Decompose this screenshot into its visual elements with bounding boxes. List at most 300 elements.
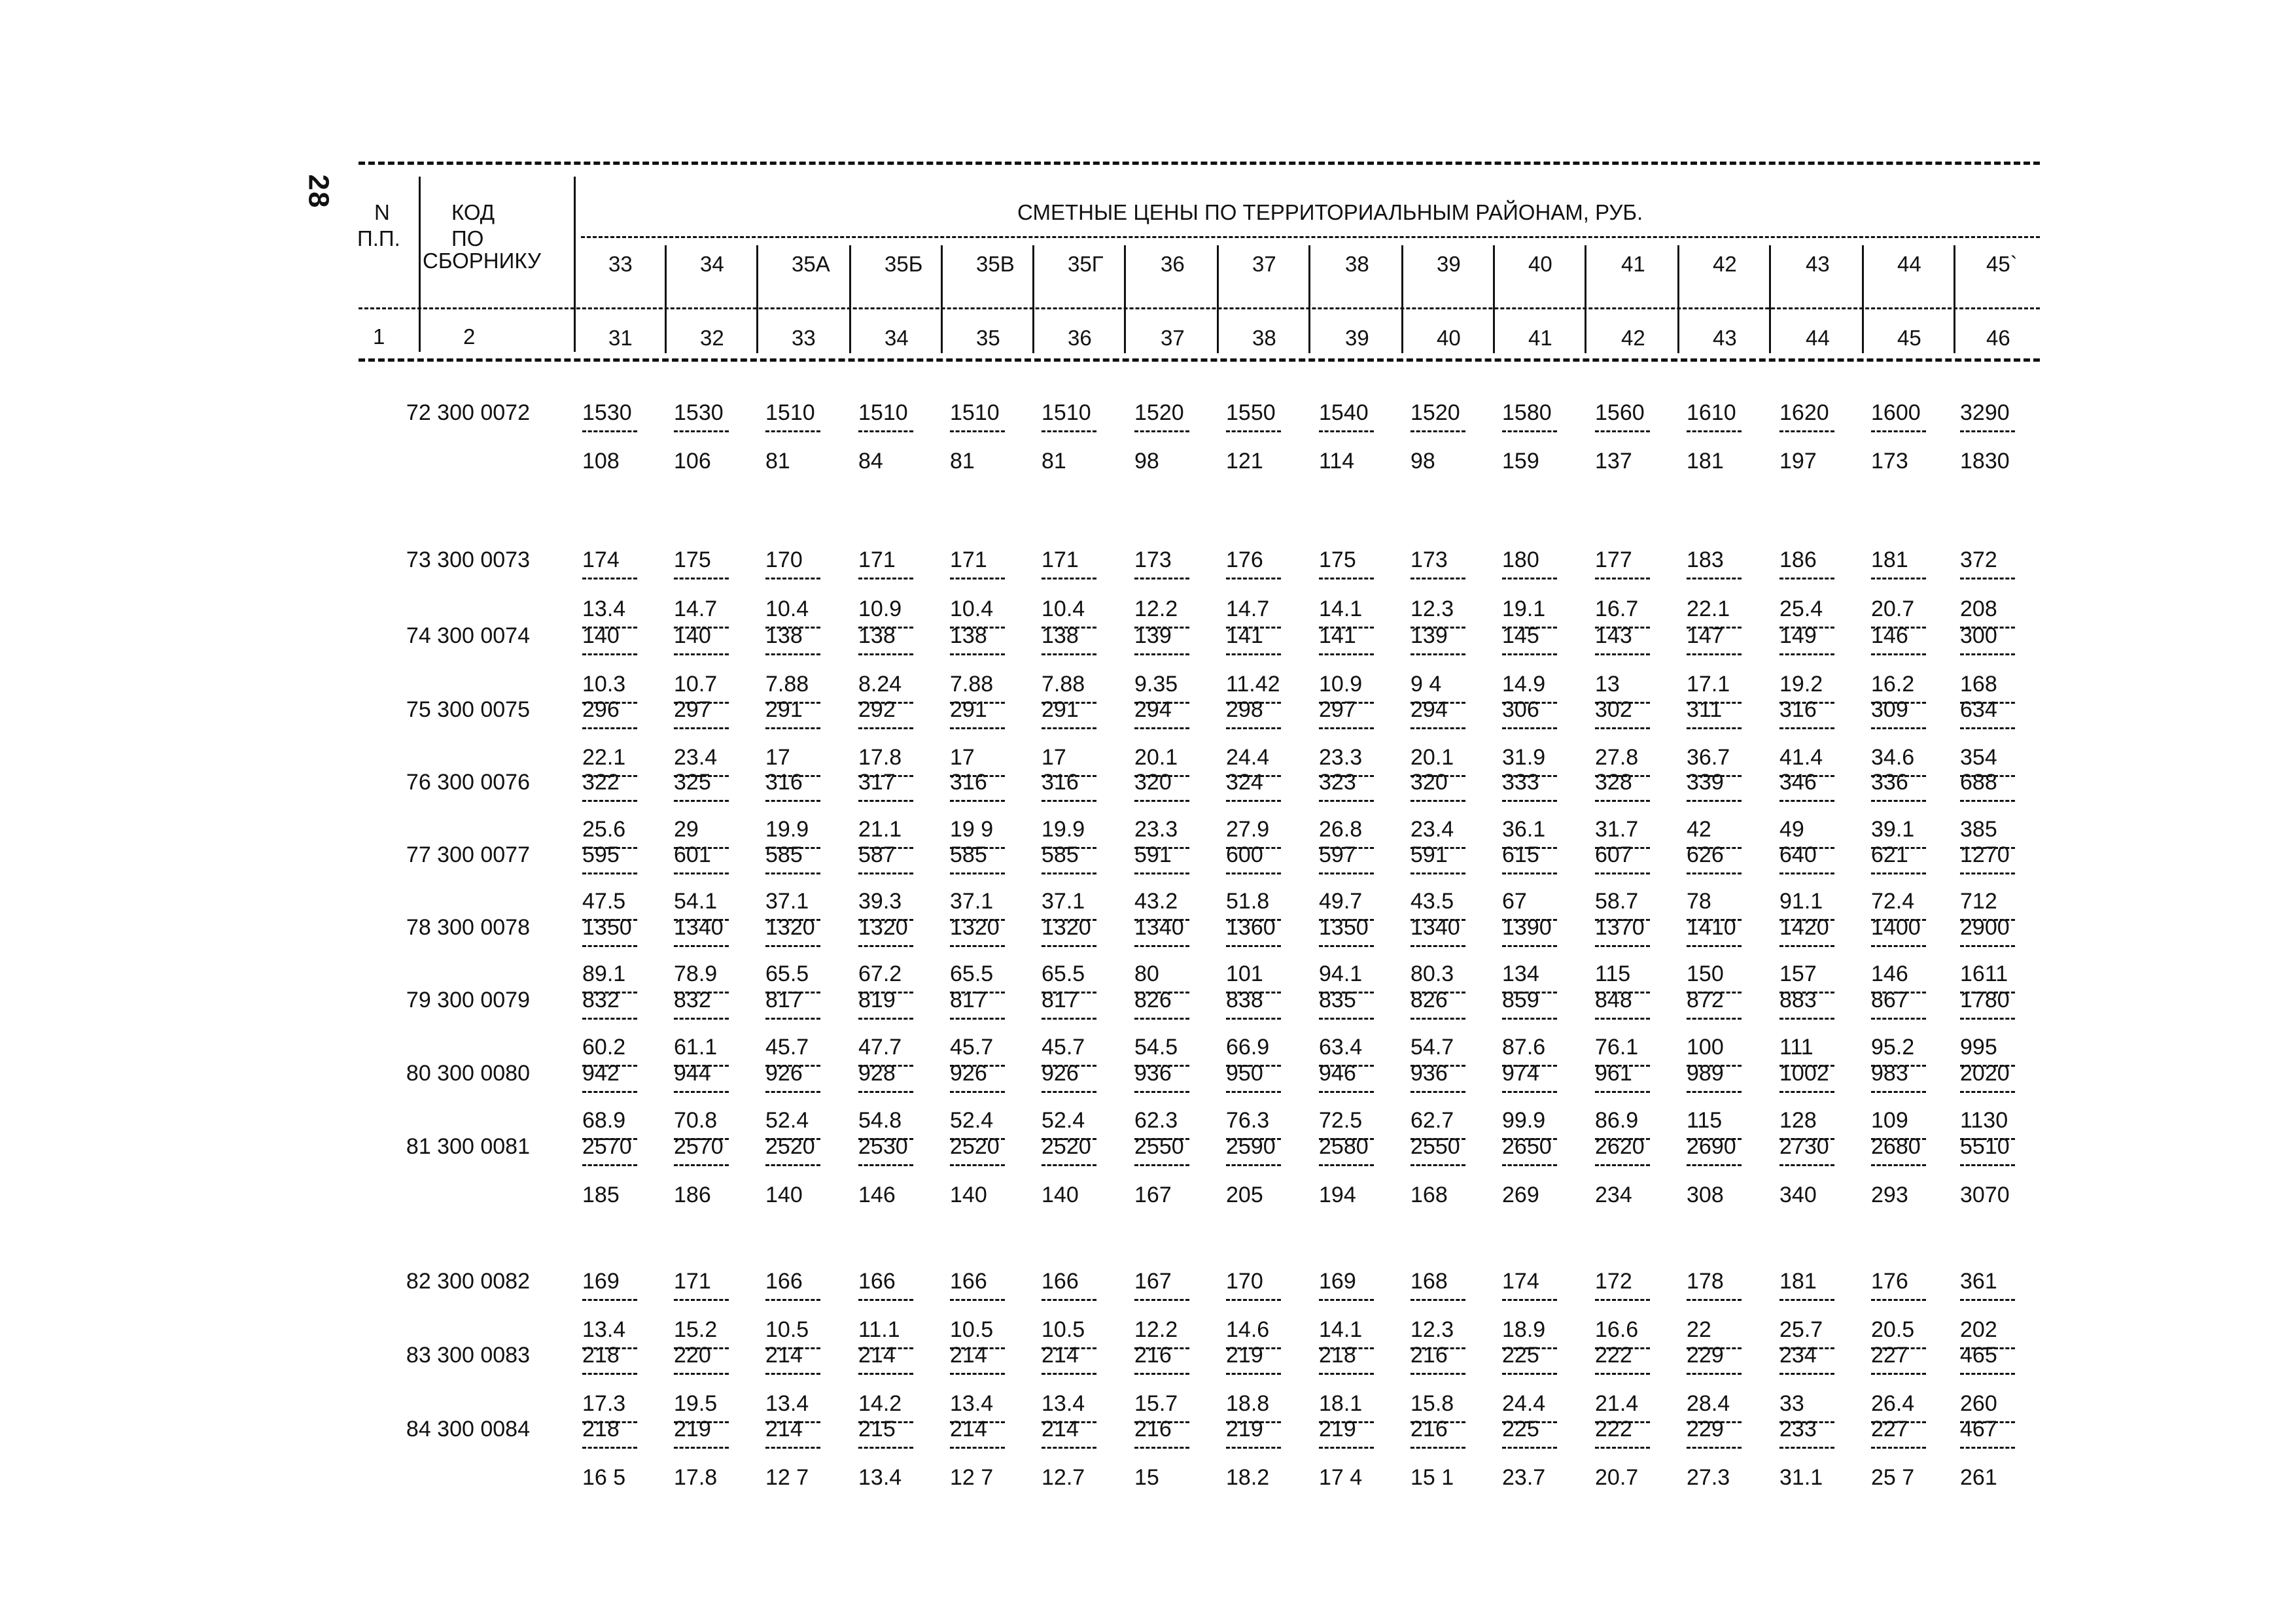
price-cell: 1370 xyxy=(1595,915,1645,940)
fraction-line xyxy=(1687,919,1742,921)
price-cell: 626 xyxy=(1687,842,1724,867)
fraction-line xyxy=(1226,727,1281,729)
region-divider xyxy=(1493,245,1495,353)
price-cell: 13 xyxy=(1595,672,1620,697)
fraction-line xyxy=(1134,727,1189,729)
price-cell: 13.4 xyxy=(950,1391,994,1416)
price-cell: 173 xyxy=(1410,547,1448,572)
price-cell: 12.2 xyxy=(1134,596,1178,621)
fraction-line xyxy=(858,1091,913,1093)
price-cell: 328 xyxy=(1595,770,1632,795)
row-code: 78 300 0078 xyxy=(406,915,530,940)
region-divider xyxy=(849,245,851,353)
fraction-line xyxy=(1960,872,2015,874)
row-code: 80 300 0080 xyxy=(406,1061,530,1086)
price-cell: 65.5 xyxy=(950,961,994,986)
fraction-line xyxy=(950,653,1005,655)
index-header: 44 xyxy=(1806,326,1830,350)
price-cell: 205 xyxy=(1226,1183,1263,1207)
price-cell: 13.4 xyxy=(858,1465,902,1490)
price-cell: 222 xyxy=(1595,1417,1632,1442)
price-cell: 36.7 xyxy=(1687,745,1730,770)
fraction-line xyxy=(1134,702,1189,704)
price-cell: 146 xyxy=(1871,623,1908,648)
price-cell: 89.1 xyxy=(582,961,626,986)
price-cell: 872 xyxy=(1687,988,1724,1012)
fraction-line xyxy=(1042,1138,1096,1140)
index-header: 36 xyxy=(1068,326,1092,350)
fraction-line xyxy=(1871,1447,1926,1449)
fraction-line xyxy=(1502,1164,1557,1166)
fraction-line xyxy=(1779,1421,1834,1423)
fraction-line xyxy=(1502,1138,1557,1140)
fraction-line xyxy=(1319,653,1374,655)
header-title-rule xyxy=(581,236,2040,238)
price-cell: 14.7 xyxy=(1226,596,1270,621)
fraction-line xyxy=(950,1091,1005,1093)
price-cell: 817 xyxy=(950,988,987,1012)
price-cell: 16.6 xyxy=(1595,1317,1639,1342)
row-code: 79 300 0079 xyxy=(406,988,530,1012)
fraction-line xyxy=(765,1347,820,1349)
price-cell: 58.7 xyxy=(1595,889,1639,914)
price-cell: 134 xyxy=(1502,961,1539,986)
price-cell: 220 xyxy=(674,1343,711,1368)
price-cell: 1270 xyxy=(1960,842,2010,867)
region-header: 37 xyxy=(1252,252,1276,276)
fraction-line xyxy=(1687,945,1742,947)
price-cell: 227 xyxy=(1871,1417,1908,1442)
price-cell: 140 xyxy=(1042,1183,1079,1207)
price-cell: 20.5 xyxy=(1871,1317,1915,1342)
price-cell: 848 xyxy=(1595,988,1632,1012)
price-cell: 76.1 xyxy=(1595,1035,1639,1060)
fraction-line xyxy=(1319,919,1374,921)
price-cell: 51.8 xyxy=(1226,889,1270,914)
price-cell: 1320 xyxy=(950,915,1000,940)
price-cell: 309 xyxy=(1871,697,1908,722)
price-cell: 18.2 xyxy=(1226,1465,1270,1490)
price-cell: 214 xyxy=(950,1417,987,1442)
price-cell: 298 xyxy=(1226,697,1263,722)
fraction-line xyxy=(765,992,820,993)
fraction-line xyxy=(950,945,1005,947)
price-cell: 18.9 xyxy=(1502,1317,1546,1342)
price-cell: 171 xyxy=(674,1269,711,1294)
price-cell: 233 xyxy=(1779,1417,1817,1442)
region-header: 36 xyxy=(1161,252,1185,276)
fraction-line xyxy=(1595,1421,1650,1423)
price-cell: 867 xyxy=(1871,988,1908,1012)
price-cell: 942 xyxy=(582,1061,620,1086)
fraction-line xyxy=(1687,1347,1742,1349)
price-cell: 52.4 xyxy=(765,1108,809,1133)
fraction-line xyxy=(1410,1373,1465,1375)
price-cell: 2580 xyxy=(1319,1134,1369,1159)
price-cell: 181 xyxy=(1871,547,1908,572)
price-cell: 316 xyxy=(1042,770,1079,795)
price-cell: 297 xyxy=(674,697,711,722)
price-cell: 607 xyxy=(1595,842,1632,867)
header-divider xyxy=(419,177,421,352)
price-cell: 22.1 xyxy=(582,745,626,770)
fraction-line xyxy=(1410,1347,1465,1349)
price-cell: 10.4 xyxy=(765,596,809,621)
fraction-line xyxy=(1871,627,1926,629)
fraction-line xyxy=(765,1091,820,1093)
fraction-line xyxy=(1687,775,1742,777)
price-cell: 23.3 xyxy=(1134,817,1178,842)
fraction-line xyxy=(1687,800,1742,802)
fraction-line xyxy=(1042,872,1096,874)
fraction-line xyxy=(858,847,913,849)
fraction-line xyxy=(1042,992,1096,993)
fraction-line xyxy=(858,1373,913,1375)
fraction-line xyxy=(582,1447,637,1449)
price-cell: 1410 xyxy=(1687,915,1736,940)
fraction-line xyxy=(674,1447,729,1449)
fraction-line xyxy=(858,1164,913,1166)
price-cell: 1320 xyxy=(858,915,908,940)
fraction-line xyxy=(1779,775,1834,777)
price-cell: 14.9 xyxy=(1502,672,1546,697)
region-header: 43 xyxy=(1806,252,1830,276)
price-cell: 16.2 xyxy=(1871,672,1915,697)
region-divider xyxy=(1308,245,1310,353)
price-cell: 13.4 xyxy=(1042,1391,1085,1416)
price-cell: 595 xyxy=(582,842,620,867)
price-cell: 157 xyxy=(1779,961,1817,986)
fraction-line xyxy=(1960,1018,2015,1020)
price-cell: 168 xyxy=(1410,1183,1448,1207)
price-cell: 216 xyxy=(1134,1417,1172,1442)
price-cell: 989 xyxy=(1687,1061,1724,1086)
fraction-line xyxy=(1779,847,1834,849)
price-cell: 14.6 xyxy=(1226,1317,1270,1342)
price-cell: 76.3 xyxy=(1226,1108,1270,1133)
price-cell: 926 xyxy=(950,1061,987,1086)
price-cell: 216 xyxy=(1410,1417,1448,1442)
price-cell: 150 xyxy=(1687,961,1724,986)
price-cell: 181 xyxy=(1779,1269,1817,1294)
price-cell: 385 xyxy=(1960,817,1997,842)
price-cell: 832 xyxy=(582,988,620,1012)
price-cell: 317 xyxy=(858,770,896,795)
fraction-line xyxy=(1410,727,1465,729)
fraction-line xyxy=(1687,1447,1742,1449)
price-cell: 1780 xyxy=(1960,988,2010,1012)
fraction-line xyxy=(1502,1347,1557,1349)
header-code-2: ПО xyxy=(451,226,484,251)
fraction-line xyxy=(1134,430,1189,432)
price-cell: 14.1 xyxy=(1319,596,1363,621)
fraction-line xyxy=(1779,430,1834,432)
fraction-line xyxy=(1595,653,1650,655)
fraction-line xyxy=(1502,702,1557,704)
fraction-line xyxy=(1319,800,1374,802)
price-cell: 72.5 xyxy=(1319,1108,1363,1133)
fraction-line xyxy=(1687,653,1742,655)
price-cell: 170 xyxy=(1226,1269,1263,1294)
price-cell: 216 xyxy=(1134,1343,1172,1368)
fraction-line xyxy=(1502,847,1557,849)
fraction-line xyxy=(1410,430,1465,432)
price-cell: 1360 xyxy=(1226,915,1276,940)
fraction-line xyxy=(950,992,1005,993)
price-cell: 926 xyxy=(765,1061,803,1086)
fraction-line xyxy=(1779,1164,1834,1166)
price-cell: 372 xyxy=(1960,547,1997,572)
fraction-line xyxy=(950,1347,1005,1349)
fraction-line xyxy=(1134,1299,1189,1301)
price-cell: 54.5 xyxy=(1134,1035,1178,1060)
price-cell: 1830 xyxy=(1960,449,2010,474)
fraction-line xyxy=(1595,992,1650,993)
fraction-line xyxy=(582,800,637,802)
price-cell: 983 xyxy=(1871,1061,1908,1086)
fraction-line xyxy=(1410,992,1465,993)
fraction-line xyxy=(1042,1373,1096,1375)
fraction-line xyxy=(1779,1018,1834,1020)
fraction-line xyxy=(582,775,637,777)
fraction-line xyxy=(1871,1018,1926,1020)
fraction-line xyxy=(1595,847,1650,849)
fraction-line xyxy=(1410,1299,1465,1301)
price-cell: 174 xyxy=(582,547,620,572)
price-cell: 1340 xyxy=(1410,915,1460,940)
fraction-line xyxy=(674,627,729,629)
region-divider xyxy=(941,245,943,353)
fraction-line xyxy=(1687,702,1742,704)
fraction-line xyxy=(1226,945,1281,947)
fraction-line xyxy=(950,1421,1005,1423)
fraction-line xyxy=(765,872,820,874)
price-cell: 294 xyxy=(1410,697,1448,722)
fraction-line xyxy=(674,1138,729,1140)
fraction-line xyxy=(858,775,913,777)
fraction-line xyxy=(1595,702,1650,704)
price-cell: 2900 xyxy=(1960,915,2010,940)
fraction-line xyxy=(582,992,637,993)
price-cell: 1390 xyxy=(1502,915,1552,940)
fraction-line xyxy=(1871,1065,1926,1067)
fraction-line xyxy=(1687,1091,1742,1093)
fraction-line xyxy=(1502,800,1557,802)
fraction-line xyxy=(1502,1018,1557,1020)
price-cell: 826 xyxy=(1134,988,1172,1012)
price-cell: 819 xyxy=(858,988,896,1012)
fraction-line xyxy=(1410,847,1465,849)
price-cell: 169 xyxy=(1319,1269,1356,1294)
price-cell: 308 xyxy=(1687,1183,1724,1207)
region-divider xyxy=(1124,245,1126,353)
fraction-line xyxy=(1779,1138,1834,1140)
price-cell: 214 xyxy=(765,1417,803,1442)
fraction-line xyxy=(1134,1018,1189,1020)
region-divider xyxy=(1401,245,1403,353)
price-cell: 45.7 xyxy=(950,1035,994,1060)
price-cell: 26.8 xyxy=(1319,817,1363,842)
price-cell: 115 xyxy=(1687,1108,1723,1133)
price-cell: 19.5 xyxy=(674,1391,718,1416)
price-cell: 86.9 xyxy=(1595,1108,1639,1133)
region-header: 40 xyxy=(1528,252,1552,276)
fraction-line xyxy=(1595,800,1650,802)
fraction-line xyxy=(1042,578,1096,579)
price-cell: 293 xyxy=(1871,1183,1908,1207)
price-cell: 1002 xyxy=(1779,1061,1829,1086)
row-code: 81 300 0081 xyxy=(406,1134,530,1159)
fraction-line xyxy=(765,1018,820,1020)
fraction-line xyxy=(1687,578,1742,579)
price-cell: 80.3 xyxy=(1410,961,1454,986)
fraction-line xyxy=(1319,430,1374,432)
price-cell: 36.1 xyxy=(1502,817,1546,842)
price-cell: 19.9 xyxy=(1042,817,1085,842)
fraction-line xyxy=(950,1065,1005,1067)
fraction-line xyxy=(858,727,913,729)
fraction-line xyxy=(1226,1065,1281,1067)
price-cell: 80 xyxy=(1134,961,1159,986)
price-cell: 10.7 xyxy=(674,672,718,697)
price-cell: 115 xyxy=(1595,961,1631,986)
fraction-line xyxy=(765,1138,820,1140)
price-cell: 12.3 xyxy=(1410,596,1454,621)
price-cell: 194 xyxy=(1319,1183,1356,1207)
fraction-line xyxy=(674,775,729,777)
price-cell: 218 xyxy=(1319,1343,1356,1368)
fraction-line xyxy=(858,1347,913,1349)
price-cell: 928 xyxy=(858,1061,896,1086)
header-pp: П.П. xyxy=(357,226,400,251)
price-cell: 100 xyxy=(1687,1035,1724,1060)
region-header: 35А xyxy=(792,252,830,276)
price-cell: 173 xyxy=(1134,547,1172,572)
price-cell: 597 xyxy=(1319,842,1356,867)
price-cell: 140 xyxy=(674,623,711,648)
price-cell: 1350 xyxy=(1319,915,1369,940)
fraction-line xyxy=(674,1421,729,1423)
region-header: 39 xyxy=(1437,252,1461,276)
fraction-line xyxy=(582,872,637,874)
price-cell: 1510 xyxy=(950,400,1000,425)
price-cell: 43.2 xyxy=(1134,889,1178,914)
price-cell: 10.5 xyxy=(1042,1317,1085,1342)
price-cell: 2590 xyxy=(1226,1134,1276,1159)
price-cell: 139 xyxy=(1134,623,1172,648)
fraction-line xyxy=(582,702,637,704)
header-mid-rule xyxy=(359,307,2040,309)
fraction-line xyxy=(1595,430,1650,432)
price-cell: 171 xyxy=(950,547,987,572)
fraction-line xyxy=(1042,430,1096,432)
fraction-line xyxy=(1226,627,1281,629)
price-cell: 108 xyxy=(582,449,620,474)
fraction-line xyxy=(1960,702,2015,704)
price-cell: 10.4 xyxy=(1042,596,1085,621)
fraction-line xyxy=(1134,919,1189,921)
fraction-line xyxy=(1226,1373,1281,1375)
price-cell: 18.1 xyxy=(1319,1391,1363,1416)
price-cell: 2690 xyxy=(1687,1134,1736,1159)
fraction-line xyxy=(674,702,729,704)
fraction-line xyxy=(1226,1091,1281,1093)
region-header: 35Б xyxy=(885,252,923,276)
fraction-line xyxy=(1871,1421,1926,1423)
index-header: 31 xyxy=(608,326,633,350)
price-cell: 361 xyxy=(1960,1269,1997,1294)
price-cell: 202 xyxy=(1960,1317,1997,1342)
region-header: 34 xyxy=(700,252,724,276)
fraction-line xyxy=(1042,847,1096,849)
fraction-line xyxy=(1687,992,1742,993)
fraction-line xyxy=(950,872,1005,874)
price-cell: 149 xyxy=(1779,623,1817,648)
price-cell: 826 xyxy=(1410,988,1448,1012)
price-cell: 17 xyxy=(950,745,975,770)
fraction-line xyxy=(1042,1447,1096,1449)
price-cell: 15.8 xyxy=(1410,1391,1454,1416)
price-cell: 1420 xyxy=(1779,915,1829,940)
fraction-line xyxy=(858,919,913,921)
fraction-line xyxy=(674,578,729,579)
header-n: N xyxy=(374,200,390,224)
fraction-line xyxy=(1410,1018,1465,1020)
fraction-line xyxy=(1226,430,1281,432)
region-header: 35В xyxy=(976,252,1015,276)
price-cell: 222 xyxy=(1595,1343,1632,1368)
price-cell: 234 xyxy=(1779,1343,1817,1368)
index-header: 40 xyxy=(1437,326,1461,350)
region-divider xyxy=(1769,245,1771,353)
price-cell: 181 xyxy=(1687,449,1724,474)
index-header: 34 xyxy=(885,326,909,350)
price-cell: 17.1 xyxy=(1687,672,1730,697)
price-cell: 21.1 xyxy=(858,817,902,842)
fraction-line xyxy=(1319,1164,1374,1166)
fraction-line xyxy=(1134,945,1189,947)
fraction-line xyxy=(674,945,729,947)
price-cell: 5510 xyxy=(1960,1134,2010,1159)
fraction-line xyxy=(1960,1447,2015,1449)
price-cell: 8.24 xyxy=(858,672,902,697)
fraction-line xyxy=(858,992,913,993)
price-cell: 22 xyxy=(1687,1317,1711,1342)
fraction-line xyxy=(1779,1347,1834,1349)
price-cell: 159 xyxy=(1502,449,1539,474)
fraction-line xyxy=(1226,872,1281,874)
fraction-line xyxy=(1134,992,1189,993)
fraction-line xyxy=(1871,1091,1926,1093)
price-cell: 320 xyxy=(1134,770,1172,795)
fraction-line xyxy=(950,1138,1005,1140)
price-cell: 1350 xyxy=(582,915,632,940)
price-cell: 1520 xyxy=(1134,400,1184,425)
fraction-line xyxy=(1134,627,1189,629)
fraction-line xyxy=(674,919,729,921)
fraction-line xyxy=(1042,627,1096,629)
fraction-line xyxy=(1410,1091,1465,1093)
fraction-line xyxy=(1502,627,1557,629)
price-cell: 21.4 xyxy=(1595,1391,1639,1416)
fraction-line xyxy=(1502,1373,1557,1375)
price-cell: 15.7 xyxy=(1134,1391,1178,1416)
region-divider xyxy=(665,245,667,353)
fraction-line xyxy=(1042,653,1096,655)
price-cell: 1520 xyxy=(1410,400,1460,425)
fraction-line xyxy=(1226,919,1281,921)
fraction-line xyxy=(1226,847,1281,849)
